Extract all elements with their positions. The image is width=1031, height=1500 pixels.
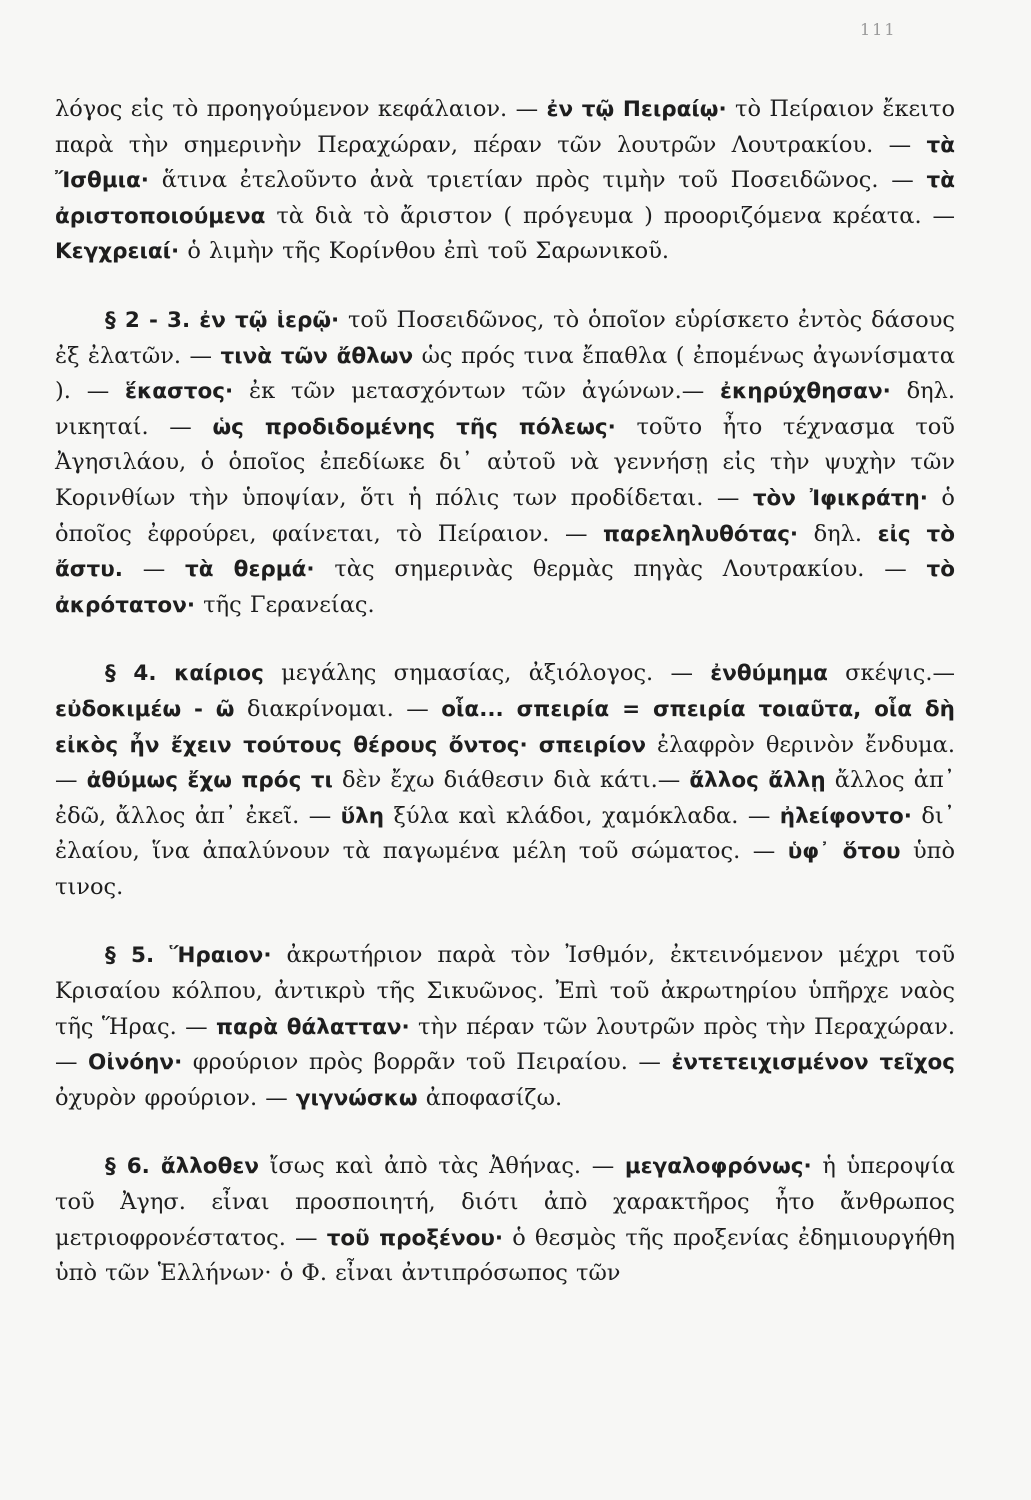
- gloss-text: ἴσως καὶ ἀπὸ τὰς Ἀθήνας. —: [258, 1153, 625, 1180]
- gloss-text: ὡς πρός τινα ἔπαθλα ( ἐπομένως ἀγωνίσματα ). —: [55, 342, 955, 405]
- gloss-text: ἅτινα ἐτελοῦντο ἀνὰ τριετίαν πρὸς τιμὴν τοῦ Ποσειδῶνος. —: [148, 167, 927, 194]
- headword: μεγαλοφρόνως·: [624, 1154, 812, 1180]
- headword: ἐντετειχισμένον τεῖχος: [671, 1050, 955, 1076]
- gloss-text: ἐκ τῶν μετασχόντων τῶν ἀγώνων.—: [233, 378, 721, 405]
- headword: παρεληλυθότας·: [602, 521, 799, 547]
- page-number: 111: [860, 20, 897, 39]
- headword: ὑφ᾽ ὅτου: [787, 839, 901, 865]
- headword: τοῦ προξένου·: [326, 1225, 504, 1251]
- gloss-text: λόγος εἰς τὸ προηγούμενον κεφάλαιον. —: [55, 96, 547, 122]
- commentary-text: [55, 92, 955, 1292]
- headword: τὰ ἀριστοποιούμενα: [55, 168, 955, 229]
- paragraph-4: [55, 938, 955, 1116]
- headword: Οἰνόην·: [88, 1050, 183, 1076]
- headword: ἕκαστος·: [125, 379, 234, 405]
- headword: § 5. Ἥραιον·: [105, 943, 272, 969]
- paragraph-1: [55, 92, 955, 270]
- gloss-text: τὴν πέραν τῶν λουτρῶν πρὸς τὴν Περαχώραν. —: [55, 1013, 955, 1076]
- gloss-text: ξύλα καὶ κλάδοι, χαμόκλαδα. —: [384, 802, 780, 829]
- headword: εἰς τὸ ἄστυ.: [55, 521, 956, 583]
- gloss-text: [528, 732, 539, 758]
- headword: ἄλλος ἄλλῃ: [689, 768, 826, 794]
- headword: ἐνθύμημα: [710, 661, 828, 687]
- paragraph-2: [55, 303, 955, 623]
- gloss-text: ὑπὸ τινος.: [55, 838, 955, 900]
- headword: § 6. ἄλλοθεν: [105, 1154, 259, 1180]
- headword: Κεγχρειαί·: [55, 239, 180, 265]
- headword: εὐδοκιμέω - ῶ: [55, 696, 235, 722]
- gloss-text: τῆς Γερανείας.: [195, 591, 375, 618]
- headword: τινὰ τῶν ἄθλων: [220, 343, 414, 369]
- gloss-text: ἡ ὑπεροψία τοῦ Ἀγησ. εἶναι προσποιητή, διότι ἀπὸ χαρακτῆρος ἦτο ἄνθρωπος μετριοφρονέστατος. —: [55, 1153, 955, 1251]
- gloss-text: ἐλαφρὸν θερινὸν ἔνδυμα. —: [55, 731, 955, 794]
- gloss-text: τὸ Πείραιον ἔκειτο παρὰ τὴν σημερινὴν Περαχώραν, πέραν τῶν λουτρῶν Λουτρακίου. —: [55, 96, 955, 158]
- gloss-text: διακρίνομαι. —: [234, 695, 442, 722]
- gloss-text: δηλ.: [798, 520, 878, 547]
- gloss-text: μεγάλης σημασίας, ἀξιόλογος. —: [263, 660, 711, 687]
- headword: ἐκηρύχθησαν·: [720, 379, 891, 405]
- headword: ὕλη: [340, 803, 385, 829]
- headword: ὡς προδιδομένης τῆς πόλεως·: [212, 414, 616, 440]
- gloss-text: τοῦ Ποσειδῶνος, τὸ ὁποῖον εὑρίσκετο ἐντὸς δάσους ἐξ ἐλατῶν. —: [55, 306, 955, 369]
- gloss-text: δὲν ἔχω διάθεσιν διὰ κάτι.—: [332, 767, 690, 794]
- headword: ἠλείφοντο·: [779, 803, 912, 829]
- gloss-text: —: [122, 556, 186, 583]
- gloss-text: ἄλλος ἀπ᾽ ἐδῶ, ἄλλος ἀπ᾽ ἐκεῖ. —: [55, 767, 955, 829]
- headword: ἀθύμως ἔχω πρός τι: [86, 768, 333, 794]
- gloss-text: ἀποφασίζω.: [417, 1084, 563, 1111]
- gloss-text: τοῦτο ἦτο τέχνασμα τοῦ Ἀγησιλάου, ὁ ὁποῖος ἐπεδίωκε δι᾽ αὐτοῦ νὰ γεννήσῃ εἰς τὴν ψυχὴν τῶν Κορινθίων τὴν ὑποψίαν, ὅτι ἡ πόλις των προδίδεται. —: [55, 413, 955, 511]
- headword: οἷα... σπειρία = σπειρία τοιαῦτα, οἷα δὴ εἰκὸς ἦν ἔχειν τούτους θέρους ὄντος·: [55, 696, 955, 758]
- headword: § 2 - 3. ἐν τῷ ἱερῷ·: [105, 307, 340, 333]
- gloss-text: τὰ διὰ τὸ ἄριστον ( πρόγευμα ) προοριζόμενα κρέατα. —: [265, 202, 955, 229]
- gloss-text: σκέψις.—: [827, 660, 955, 687]
- gloss-text: ὁ ὁποῖος ἐφρούρει, φαίνεται, τὸ Πείραιον. —: [55, 484, 955, 547]
- gloss-text: ὁ θεσμὸς τῆς προξενίας ἐδημιουργήθη ὑπὸ τῶν Ἑλλήνων· ὁ Φ. εἶναι ἀντιπρόσωπος τῶν: [55, 1224, 955, 1287]
- gloss-text: ὀχυρὸν φρούριον. —: [55, 1084, 296, 1111]
- paragraph-3: [55, 656, 955, 905]
- gloss-text: ἀκρωτήριον παρὰ τὸν Ἰσθμόν, ἐκτεινόμενον μέχρι τοῦ Κρισαίου κόλπου, ἀντικρὺ τῆς Σικυῶνος. Ἐπὶ τοῦ ἀκρωτηρίου ὑπῆρχε ναὸς τῆς Ἥρας. —: [55, 942, 955, 1040]
- headword: τὸν Ἰφικράτη·: [752, 485, 928, 511]
- gloss-text: τὰς σημερινὰς θερμὰς πηγὰς Λουτρακίου. —: [314, 556, 927, 583]
- headword: ἐν τῷ Πειραίῳ·: [546, 97, 727, 122]
- headword: τὰ θερμά·: [185, 557, 315, 583]
- gloss-text: ὁ λιμὴν τῆς Κορίνθου ἐπὶ τοῦ Σαρωνικοῦ.: [179, 238, 670, 265]
- gloss-text: φρούριον πρὸς βορρᾶν τοῦ Πειραίου. —: [182, 1049, 672, 1076]
- headword: τὸ ἀκρότατον·: [55, 557, 955, 618]
- headword: γιγνώσκω: [295, 1085, 418, 1111]
- headword: τὰ Ἴσθμια·: [55, 132, 955, 194]
- headword: § 4. καίριος: [105, 661, 264, 687]
- gloss-text: δηλ. νικηταί. —: [55, 378, 956, 440]
- paragraph-5: [55, 1149, 955, 1291]
- headword: παρὰ θάλατταν·: [216, 1014, 410, 1040]
- gloss-text: δι᾽ ἐλαίου, ἵνα ἀπαλύνουν τὰ παγωμένα μέλη τοῦ σώματος. —: [55, 802, 955, 865]
- headword: σπειρίον: [538, 732, 646, 758]
